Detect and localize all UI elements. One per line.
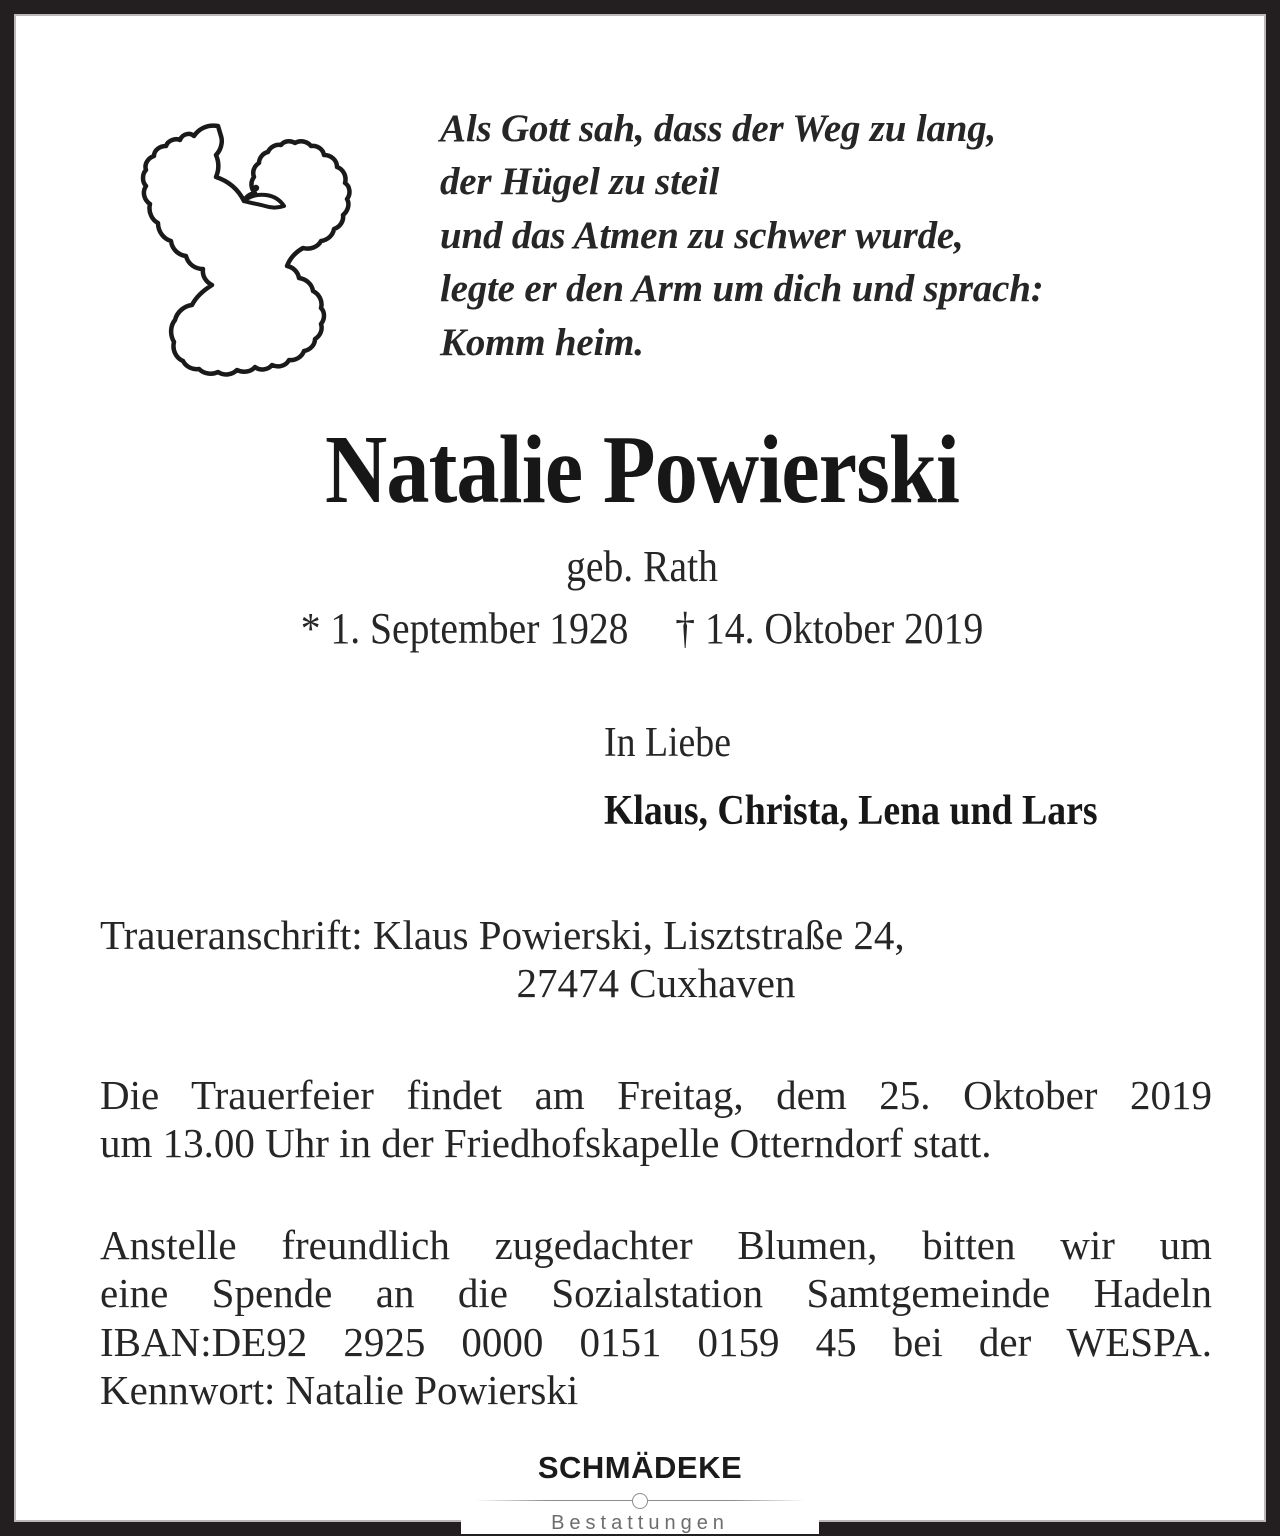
donation-line: Anstelle freundlich zugedachter Blumen, bitten wir um <box>100 1222 1212 1268</box>
logo-divider-circle-icon <box>632 1493 648 1509</box>
address-line: Traueranschrift: Klaus Powierski, Lisztstraße 24, <box>100 912 905 958</box>
life-dates <box>79 605 1206 653</box>
service-details-block <box>100 1071 1212 1168</box>
poem-line: und das Atmen zu schwer wurde, <box>440 213 964 257</box>
service-line: um 13.00 Uhr in der Friedhofskapelle Otterndorf statt. <box>100 1120 992 1167</box>
poem-line: der Hügel zu steil <box>440 160 720 204</box>
poem-text <box>440 102 1230 369</box>
family-names: Klaus, Christa, Lena und Lars <box>604 788 1098 834</box>
service-line: Die Trauerfeier findet am Freitag, dem 25. Oktober 2019 <box>100 1072 1212 1118</box>
donation-line: eine Spende an die Sozialstation Samtgemeinde Hadeln <box>100 1270 1212 1317</box>
donation-iban: IBAN:DE92 2925 0000 0151 0159 45 bei der WESPA. <box>100 1318 1212 1365</box>
donation-block <box>100 1221 1212 1415</box>
mourning-address-block <box>100 911 1212 1008</box>
birth-date: * 1. September 1928 <box>300 604 629 653</box>
death-date: † 14. Oktober 2019 <box>675 604 984 653</box>
in-love-label: In Liebe <box>604 720 731 766</box>
poem-line: Komm heim. <box>440 320 644 364</box>
donation-keyword: Kennwort: Natalie Powierski <box>100 1367 579 1414</box>
funeral-home-logo <box>461 1444 819 1534</box>
notice-inner-frame <box>14 14 1266 1534</box>
poem-line: Als Gott sah, dass der Weg zu lang, <box>440 107 997 150</box>
poem-line: legte er den Arm um dich und sprach: <box>440 267 1044 311</box>
deceased-name: Natalie Powierski <box>324 416 960 524</box>
logo-company-name: SCHMÄDEKE <box>537 1450 743 1486</box>
logo-divider <box>475 1490 805 1510</box>
address-line: 27474 Cuxhaven <box>516 960 796 1007</box>
dove-icon <box>98 104 398 354</box>
logo-subtitle: Bestattungen <box>551 1512 729 1534</box>
maiden-name: geb. Rath <box>566 542 718 591</box>
